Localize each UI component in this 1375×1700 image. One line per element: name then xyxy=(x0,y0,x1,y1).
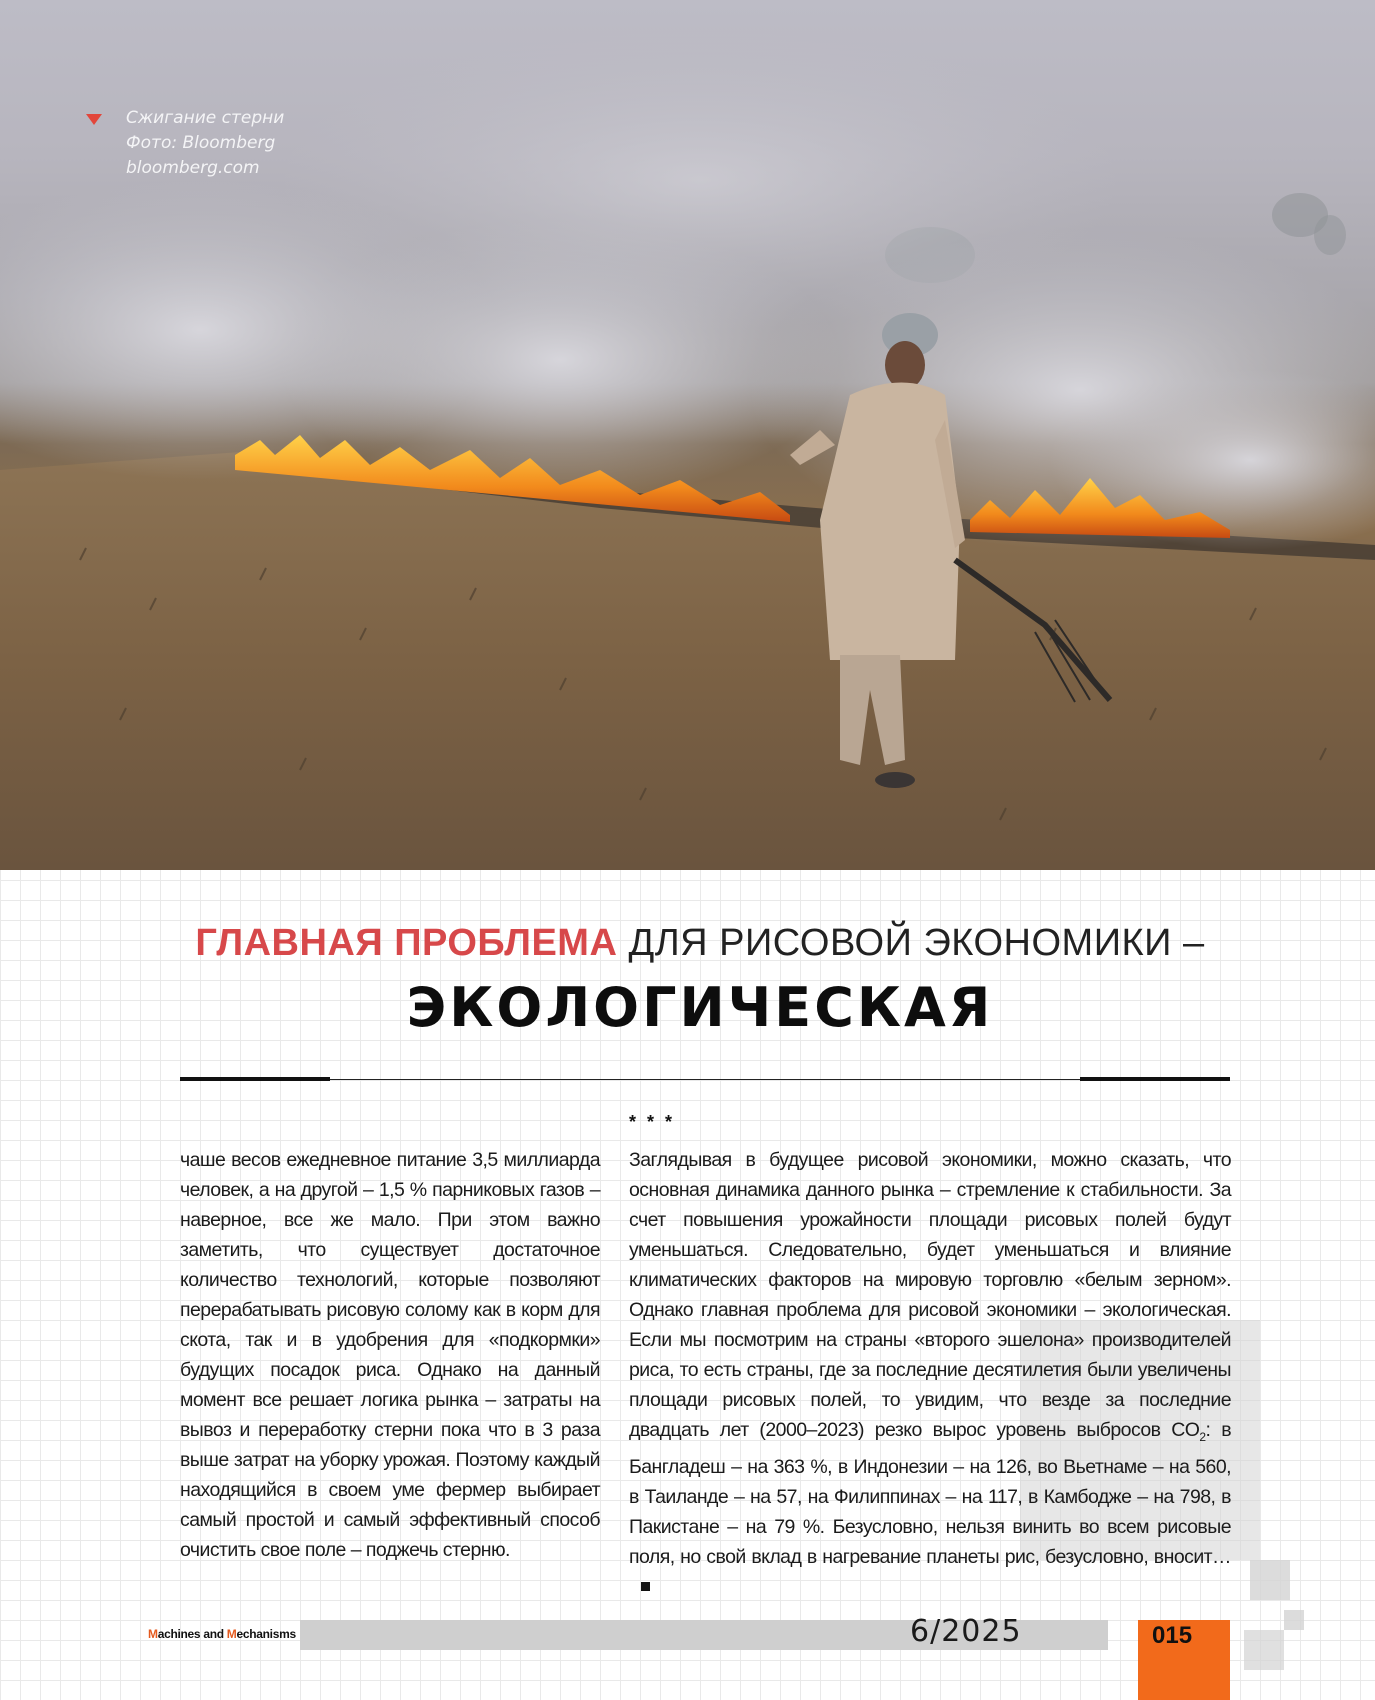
page-number: 015 xyxy=(1152,1622,1193,1649)
co2-subscript: 2 xyxy=(1199,1429,1206,1444)
decor-square xyxy=(1284,1610,1304,1630)
decor-square xyxy=(1244,1630,1284,1670)
section-separator: * * * xyxy=(629,1112,676,1132)
article-text: : в Бангладеш – на 363 %, в Индонезии – на 126, во Вьетнаме – на 560, в Таиланде – на 57, на Филиппинах – на 117, в Камбодже – на 798, в Пакистане – на 79 %. Безусловно, нельзя винить во всем рисовые поля, но свой вклад в нагревание планеты рис, безусловно, вносит… xyxy=(629,1419,1232,1568)
issue-number: 6/2025 xyxy=(910,1614,1022,1649)
headline-rule-right xyxy=(1080,1077,1230,1081)
caption-marker-icon xyxy=(86,114,102,125)
article-text: Заглядывая в будущее рисовой экономики, можно сказать, что основная динамика данного рынка – стремление к стабильности. За счет повышения урожайности площади рисовых полей будут уменьшаться. Следовательно, будет уменьшаться и влияние климатических факторов на мировую торговлю «белым зерном». Однако главная проблема для рисовой экономики – экологическая. Если мы посмотрим на страны «второго эшелона» производителей риса, то есть страны, где за последние десятилетия были увеличены площади рисовых полей, то увидим, что везде за последние двадцать лет (2000–2023) резко вырос уровень выбросов CO xyxy=(629,1149,1231,1441)
magazine-initial: M xyxy=(148,1627,158,1641)
article-column-left: чаше весов ежедневное питание 3,5 миллиарда человек, а на другой – 1,5 % парниковых газов – наверное, все же мало. При этом важно заметить, что существует достаточное количество технологий, которые позволяют перерабатывать рисовую солому как в корм для скота, так и в удобрения для «подкормки» будущих посадок риса. Однако на данный момент все решает логика рынка – затраты на вывоз и переработку стерни пока что в 3 раза выше затрат на уборку урожая. Поэтому каждый находящийся в своем уме фермер выбирает самый простой и самый эффективный способ очистить свое поле – поджечь стерню. xyxy=(180,1149,600,1561)
magazine-word: echanisms xyxy=(236,1627,296,1641)
decor-square xyxy=(1250,1560,1290,1600)
magazine-initial: M xyxy=(226,1627,237,1641)
caption-line: Сжигание стерни xyxy=(126,108,285,128)
end-of-article-icon xyxy=(641,1582,650,1591)
headline-rule xyxy=(330,1079,1080,1080)
caption-line: bloomberg.com xyxy=(126,158,260,178)
magazine-name xyxy=(148,1627,296,1641)
headline-accent: ГЛАВНАЯ ПРОБЛЕМА xyxy=(195,922,618,964)
caption-line: Фото: Bloomberg xyxy=(126,133,276,153)
photo-caption xyxy=(88,106,348,181)
headline-line-1 xyxy=(0,918,1375,968)
headline-rule-left xyxy=(180,1077,330,1081)
headline-rest: ДЛЯ РИСОВОЙ ЭКОНОМИКИ – xyxy=(628,922,1205,964)
page-number-block xyxy=(1138,1620,1230,1700)
magazine-word: achines and xyxy=(157,1627,227,1641)
headline-line-2: ЭКОЛОГИЧЕСКАЯ xyxy=(406,976,994,1039)
article-column-right xyxy=(629,1145,1231,1602)
article-headline xyxy=(0,918,1375,1040)
